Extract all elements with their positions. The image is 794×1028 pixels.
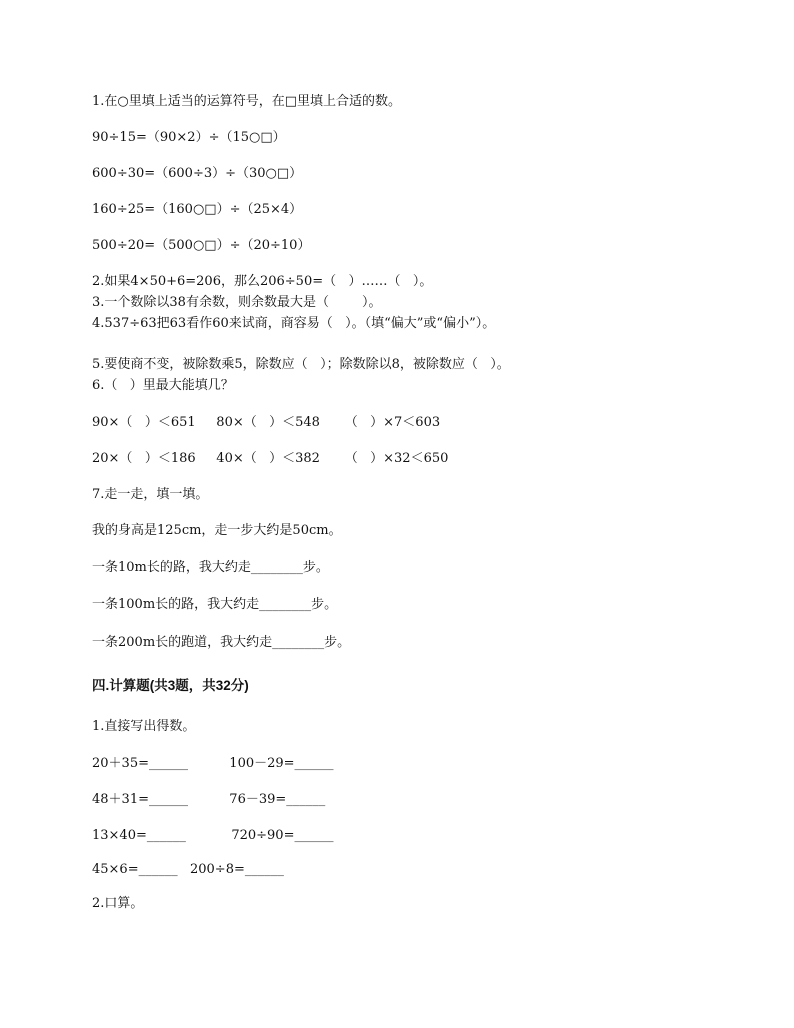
calc-row-3: 13×40=______ 720÷90=______ xyxy=(92,828,334,843)
q7-title: 7.走一走，填一填。 xyxy=(92,487,209,502)
section-4-heading: 四.计算题(共3题，共32分) xyxy=(92,678,249,693)
calc-row-1: 20＋35=______ 100－29=______ xyxy=(92,756,334,771)
q6-item-b: 20×（ ）＜186 40×（ ）＜382 （ ）×32＜650 xyxy=(92,451,449,466)
q1-title: 1.在○里填上适当的运算符号，在□里填上合适的数。 xyxy=(92,94,402,109)
q1-item-b: 600÷30=（600÷3）÷（30○□） xyxy=(92,166,303,181)
q7-item-c: 一条200m长的跑道，我大约走________步。 xyxy=(92,635,351,650)
q1-item-d: 500÷20=（500○□）÷（20÷10） xyxy=(92,238,311,253)
q3: 3.一个数除以38有余数，则余数最大是（ ）。 xyxy=(92,295,382,310)
section-4-q1-title: 1.直接写出得数。 xyxy=(92,719,196,734)
q2: 2.如果4×50+6=206，那么206÷50=（ ）……（ ）。 xyxy=(92,274,433,289)
q4: 4.537÷63把63看作60来试商，商容易（ ）。（填“偏大”或“偏小”）。 xyxy=(92,316,496,331)
q6-title: 6.（ ）里最大能填几？ xyxy=(92,378,234,393)
q6-item-a: 90×（ ）＜651 80×（ ）＜548 （ ）×7＜603 xyxy=(92,415,441,430)
q7-item-a: 一条10m长的路，我大约走________步。 xyxy=(92,560,329,575)
q7-item-b: 一条100m长的路，我大约走________步。 xyxy=(92,597,338,612)
q1-item-a: 90÷15=（90×2）÷（15○□） xyxy=(92,130,286,145)
q5: 5.要使商不变，被除数乘5，除数应（ ）；除数除以8，被除数应（ ）。 xyxy=(92,357,510,372)
calc-row-2: 48＋31=______ 76－39=______ xyxy=(92,792,326,807)
section-4-q2-title: 2.口算。 xyxy=(92,896,144,911)
calc-row-4: 45×6=______ 200÷8=______ xyxy=(92,862,284,877)
q7-intro: 我的身高是125cm，走一步大约是50cm。 xyxy=(92,523,342,538)
q1-item-c: 160÷25=（160○□）÷（25×4） xyxy=(92,202,303,217)
